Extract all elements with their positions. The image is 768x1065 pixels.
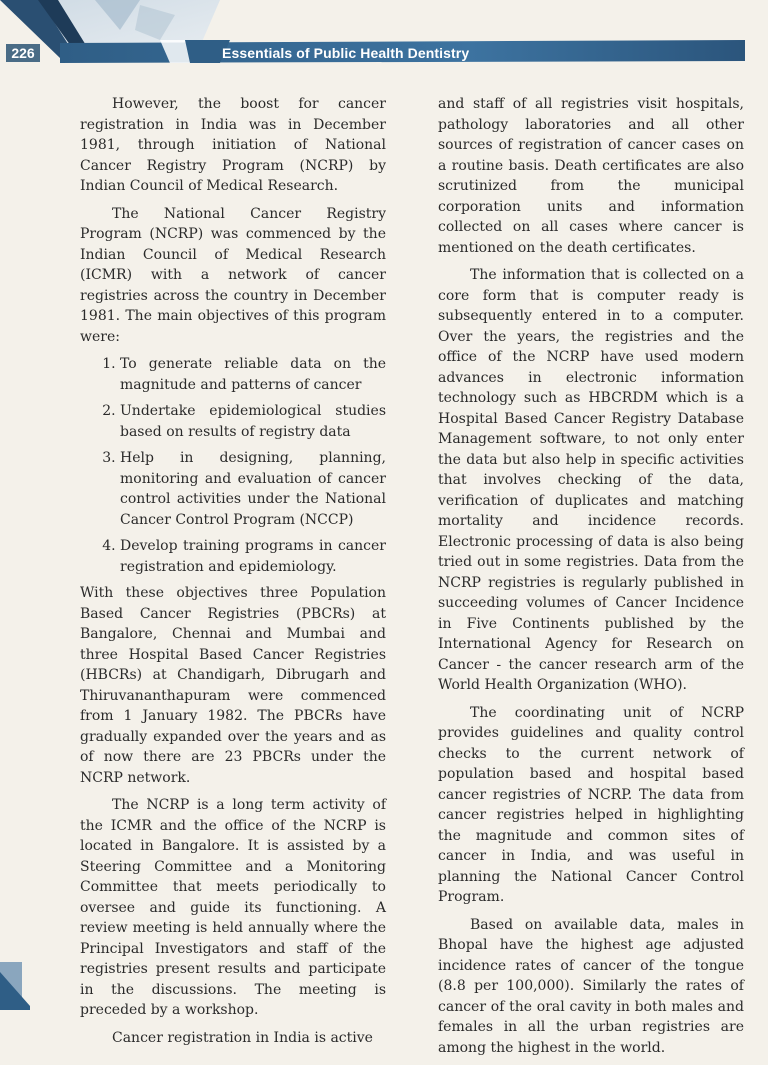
book-title: Essentials of Public Health Dentistry <box>222 45 470 61</box>
list-item: 4. Develop training programs in cancer registration and epidemiology. <box>120 536 386 577</box>
paragraph: and staff of all registries visit hospitals, pathology laboratories and all other sources of registration of cancer cases on a routine basis. Death certificates are also scrutinized from the municipal corporation units and information collected on all cases where cancer is mentioned on the death certificates. <box>438 96 744 256</box>
paragraph: With these objectives three Population Based Cancer Registries (PBCRs) at Bangalore, Chennai and Mumbai and three Hospital Based Cancer Registries (HBCRs) at Chandigarh, Dibrugarh and Thiruvananthapuram were commenced from 1 January 1982. The PBCRs have gradually expanded over the years and as of now there are 23 PBCRs under the NCRP network. <box>80 585 386 786</box>
corner-decoration <box>0 962 34 1010</box>
list-item: 1. To generate reliable data on the magnitude and patterns of cancer <box>120 354 386 395</box>
list-item: 2. Undertake epidemiological studies based on results of registry data <box>120 401 386 442</box>
left-column <box>80 94 386 1055</box>
right-column <box>438 94 744 1065</box>
page-number: 226 <box>6 44 40 62</box>
paragraph: The NCRP is a long term activity of the ICMR and the office of the NCRP is located in Bangalore. It is assisted by a Steering Committee and a Monitoring Committee that meets periodically to oversee and guide its functioning. A review meeting is held annually where the Principal Investigators and staff of the registries present results and participate in the discussions. The meeting is preceded by a workshop. <box>80 797 386 1018</box>
paragraph: The coordinating unit of NCRP provides guidelines and quality control checks to the current network of population based and hospital based cancer registries of NCRP. The data from cancer registries helped in highlighting the magnitude and common sites of cancer in India, and was useful in planning the National Cancer Control Program. <box>438 704 744 905</box>
paragraph: The National Cancer Registry Program (NCRP) was commenced by the Indian Council of Medical Research (ICMR) with a network of cancer registries across the country in December 1981. The main objectives of this program were: <box>80 205 386 345</box>
paragraph: Based on available data, males in Bhopal have the highest age adjusted incidence rates of cancer of the tongue (8.8 per 100,000). Similarly the rates of cancer of the oral cavity in both males and females in all the urban registries are among the highest in the world. <box>438 916 744 1056</box>
list-item: 3. Help in designing, planning, monitoring and evaluation of cancer control activities under the National Cancer Control Program (NCCP) <box>120 448 386 530</box>
paragraph: However, the boost for cancer registration in India was in December 1981, through initiation of National Cancer Registry Program (NCRP) by Indian Council of Medical Research. <box>80 96 386 194</box>
header-banner <box>0 0 768 75</box>
paragraph: The information that is collected on a core form that is computer ready is subsequently entered in to a computer. Over the years, the registries and the office of the NCRP have used modern advances in electronic information technology such as HBCRDM which is a Hospital Based Cancer Registry Database Management software, to not only enter the data but also help in specific activities that involves checking of the data, verification of duplicates and matching mortality and incidence records. Electronic processing of data is also being tried out in some registries. Data from the NCRP registries is regularly published in succeeding volumes of Cancer Incidence in Five Continents published by the International Agency for Research on Cancer - the cancer research arm of the World Health Organization (WHO). <box>438 267 744 693</box>
paragraph: Cancer registration in India is active <box>112 1029 373 1046</box>
objectives-list <box>80 354 386 577</box>
